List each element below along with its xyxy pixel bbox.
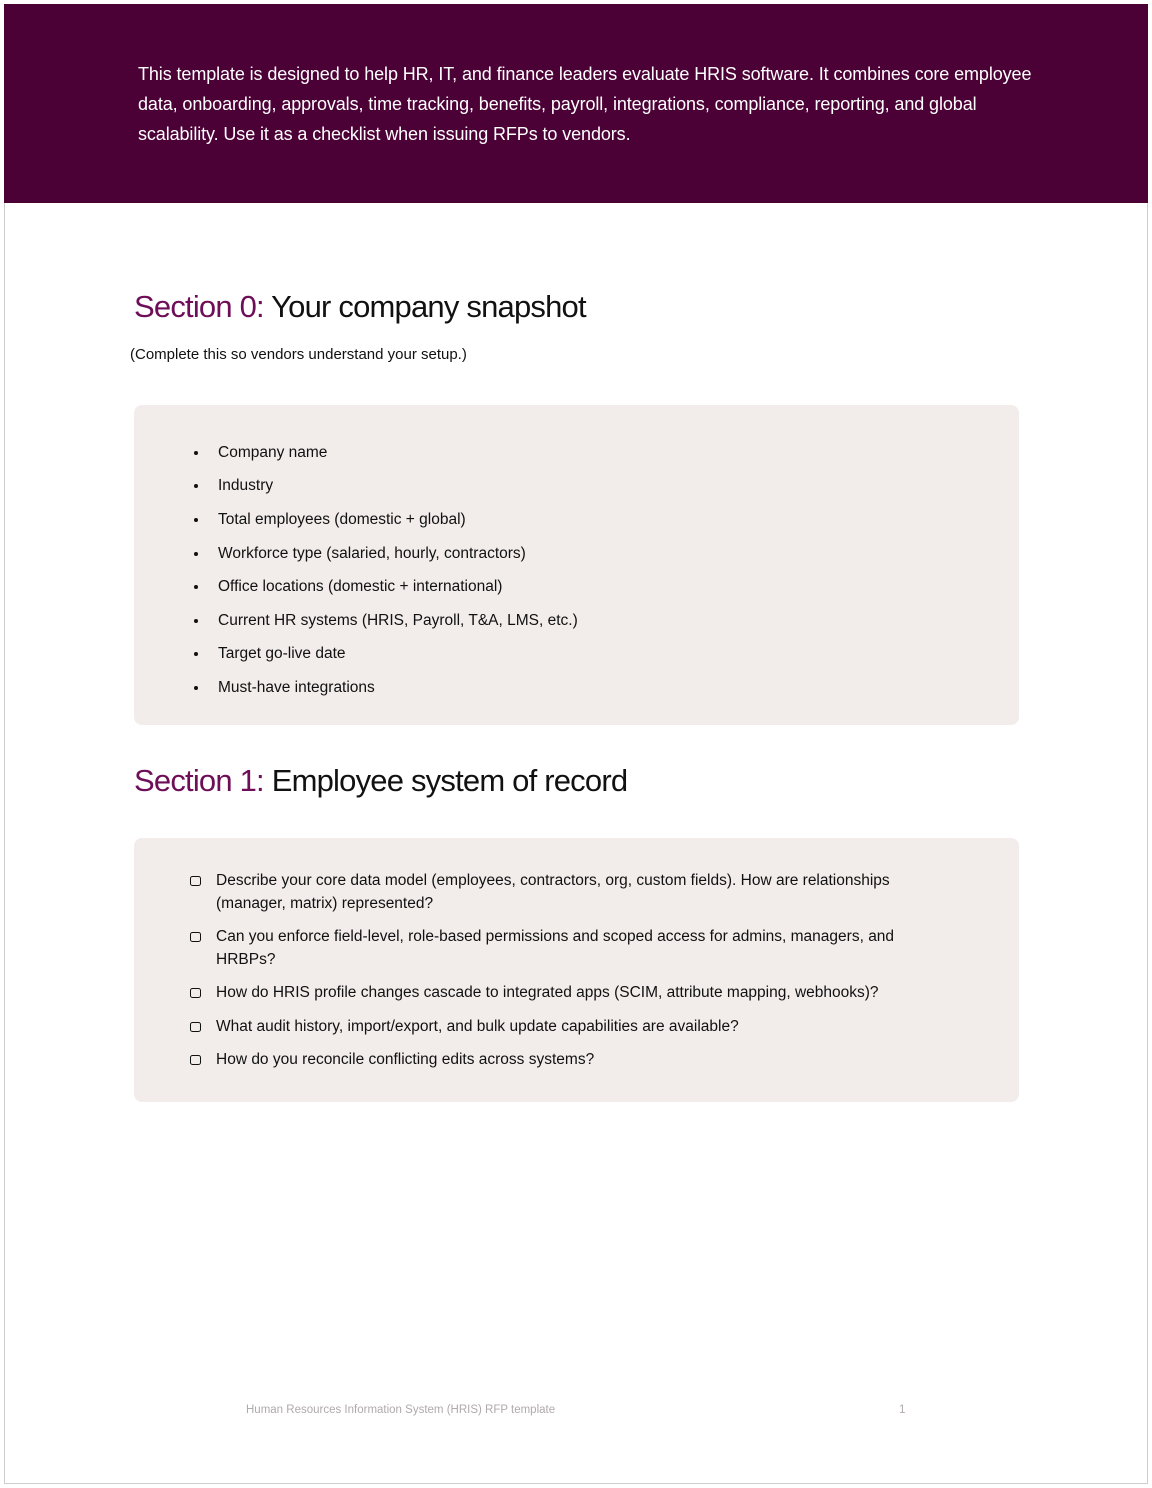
checklist-item-text: Can you enforce field-level, role-based permissions and scoped access for admins, managers, and HRBPs? xyxy=(216,928,895,968)
list-item-text: Total employees (domestic + global) xyxy=(218,510,466,528)
checklist-item xyxy=(190,1049,950,1072)
bullet-icon xyxy=(194,686,198,690)
intro-banner xyxy=(4,4,1148,203)
bullet-icon xyxy=(194,652,198,656)
section-1-label: Section 1: xyxy=(134,763,264,798)
section-0-label: Section 0: xyxy=(134,289,264,324)
list-item-text: Company name xyxy=(218,443,328,461)
list-item xyxy=(192,470,578,504)
checklist-item xyxy=(190,1016,950,1039)
checklist-item xyxy=(190,926,950,971)
list-item xyxy=(192,570,578,604)
list-item-text: Office locations (domestic + international) xyxy=(218,578,503,596)
bullet-icon xyxy=(194,451,198,455)
list-item xyxy=(192,537,578,571)
list-item xyxy=(192,638,578,672)
checkbox-icon[interactable] xyxy=(190,1022,201,1032)
bullet-icon xyxy=(194,518,198,522)
checklist-item-text: What audit history, import/export, and bulk update capabilities are available? xyxy=(216,1017,739,1035)
list-item-text: Workforce type (salaried, hourly, contractors) xyxy=(218,544,526,562)
bullet-icon xyxy=(194,484,198,488)
checkbox-icon[interactable] xyxy=(190,876,201,886)
bullet-icon xyxy=(194,619,198,623)
section-0-title: Your company snapshot xyxy=(271,289,586,324)
list-item xyxy=(192,671,578,705)
bullet-icon xyxy=(194,552,198,556)
checklist-item-text: Describe your core data model (employees, contractors, org, custom fields). How are relationships (manager, matrix) represented? xyxy=(216,872,890,912)
section-0-heading xyxy=(134,287,586,327)
system-of-record-checklist xyxy=(190,870,950,1083)
company-snapshot-list xyxy=(192,436,578,705)
list-item-text: Target go-live date xyxy=(218,645,346,663)
section-1-card xyxy=(134,838,1019,1102)
section-0-card xyxy=(134,405,1019,725)
intro-text: This template is designed to help HR, IT, and finance leaders evaluate HRIS software. It combines core employee data, onboarding, approvals, time tracking, benefits, payroll, integrations, compliance, reporting, and global scalability. Use it as a checklist when issuing RFPs to vendors. xyxy=(138,64,1032,144)
checklist-item-text: How do HRIS profile changes cascade to integrated apps (SCIM, attribute mapping, webhooks)? xyxy=(216,984,879,1001)
section-0-subtitle: (Complete this so vendors understand your setup.) xyxy=(130,346,467,363)
list-item xyxy=(192,503,578,537)
document-page xyxy=(4,4,1148,1484)
list-item-text: Must-have integrations xyxy=(218,678,375,696)
bullet-icon xyxy=(194,585,198,589)
footer-page-number: 1 xyxy=(899,1404,906,1416)
checkbox-icon[interactable] xyxy=(190,1055,201,1065)
checklist-item-text: How do you reconcile conflicting edits across systems? xyxy=(216,1051,595,1068)
section-1-title: Employee system of record xyxy=(271,763,628,798)
list-item-text: Industry xyxy=(218,477,274,495)
list-item xyxy=(192,604,578,638)
checkbox-icon[interactable] xyxy=(190,932,201,942)
section-1-heading xyxy=(134,761,627,801)
list-item-text: Current HR systems (HRIS, Payroll, T&A, LMS, etc.) xyxy=(218,611,578,629)
checklist-item xyxy=(190,870,950,915)
list-item xyxy=(192,436,578,470)
checklist-item xyxy=(190,982,950,1005)
footer-document-title: Human Resources Information System (HRIS) RFP template xyxy=(246,1404,556,1416)
checkbox-icon[interactable] xyxy=(190,988,201,998)
